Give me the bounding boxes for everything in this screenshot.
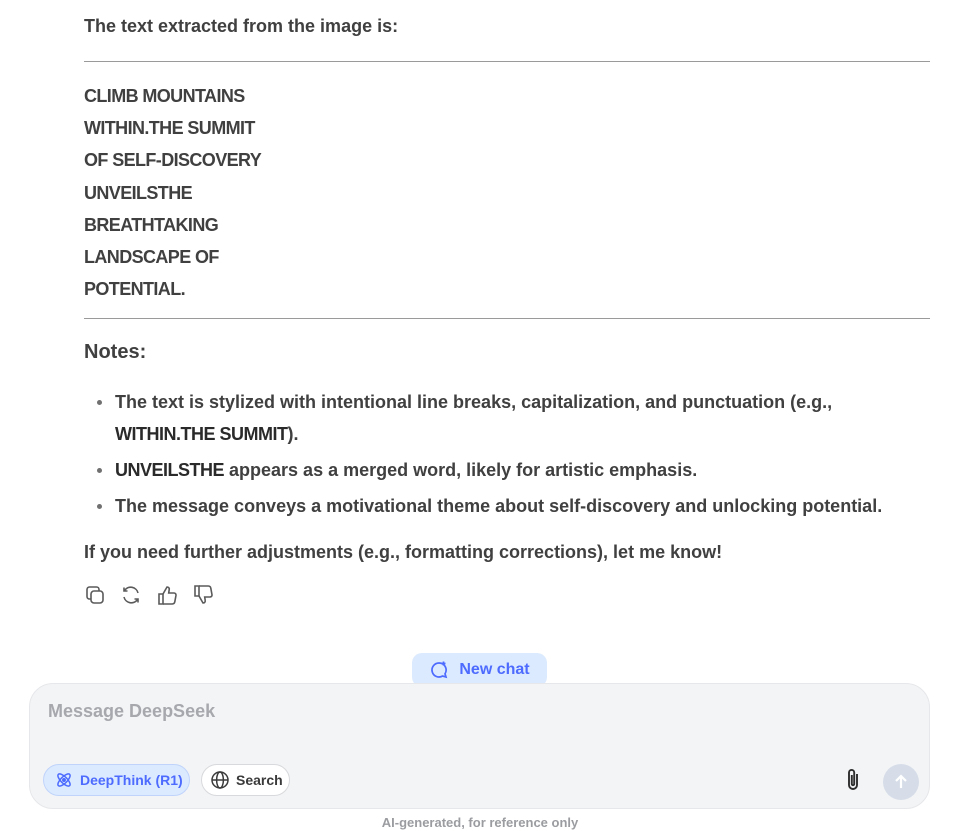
deepthink-label: DeepThink (R1) [80,772,183,788]
message-actions [84,583,214,607]
note-emphasis: UNVEILSTHE [115,460,225,480]
message-composer [29,683,930,809]
copy-icon[interactable] [84,583,106,607]
arrow-up-icon [891,772,911,792]
note-text: The text is stylized with intentional line breaks, capitalization, and punctuation (e.g., [115,392,833,412]
new-chat-button[interactable] [412,653,547,687]
extracted-line: POTENTIAL. [84,279,185,300]
new-chat-icon [429,660,449,680]
extracted-line: LANDSCAPE OF [84,247,219,268]
extracted-line: UNVEILSTHE [84,182,193,203]
extracted-line: OF SELF-DISCOVERY [84,150,262,171]
list-item [84,454,930,486]
globe-icon [210,770,230,790]
deepthink-toggle[interactable] [43,764,190,796]
note-text: The message conveys a motivational theme about self-discovery and unlocking potential. [115,496,883,516]
note-suffix: ). [287,424,299,444]
extracted-text-block [84,80,261,305]
regenerate-icon[interactable] [120,583,142,607]
send-button[interactable] [883,764,919,800]
search-label: Search [236,772,283,788]
extracted-line: CLIMB MOUNTAINS [84,86,245,106]
extracted-line: WITHIN.THE SUMMIT [84,118,255,139]
extracted-line: BREATHTAKING [84,214,219,235]
search-toggle[interactable] [201,764,290,796]
note-text: appears as a merged word, likely for artistic emphasis. [224,460,698,480]
divider [84,61,930,62]
message-input[interactable] [46,700,810,723]
paperclip-icon[interactable] [840,766,866,794]
closing-text: If you need further adjustments (e.g., formatting corrections), let me know! [84,542,723,562]
thumbs-up-icon[interactable] [156,583,178,607]
disclaimer: AI-generated, for reference only [381,815,579,830]
thumbs-down-icon[interactable] [192,583,214,607]
note-emphasis: WITHIN.THE SUMMIT [115,424,288,444]
new-chat-label: New chat [459,661,530,678]
list-item [84,386,930,450]
atom-icon [54,770,74,790]
message-intro: The text extracted from the image is: [84,16,399,36]
notes-heading: Notes: [84,341,147,363]
list-item [84,490,930,522]
notes-list [84,386,930,526]
divider [84,318,930,319]
